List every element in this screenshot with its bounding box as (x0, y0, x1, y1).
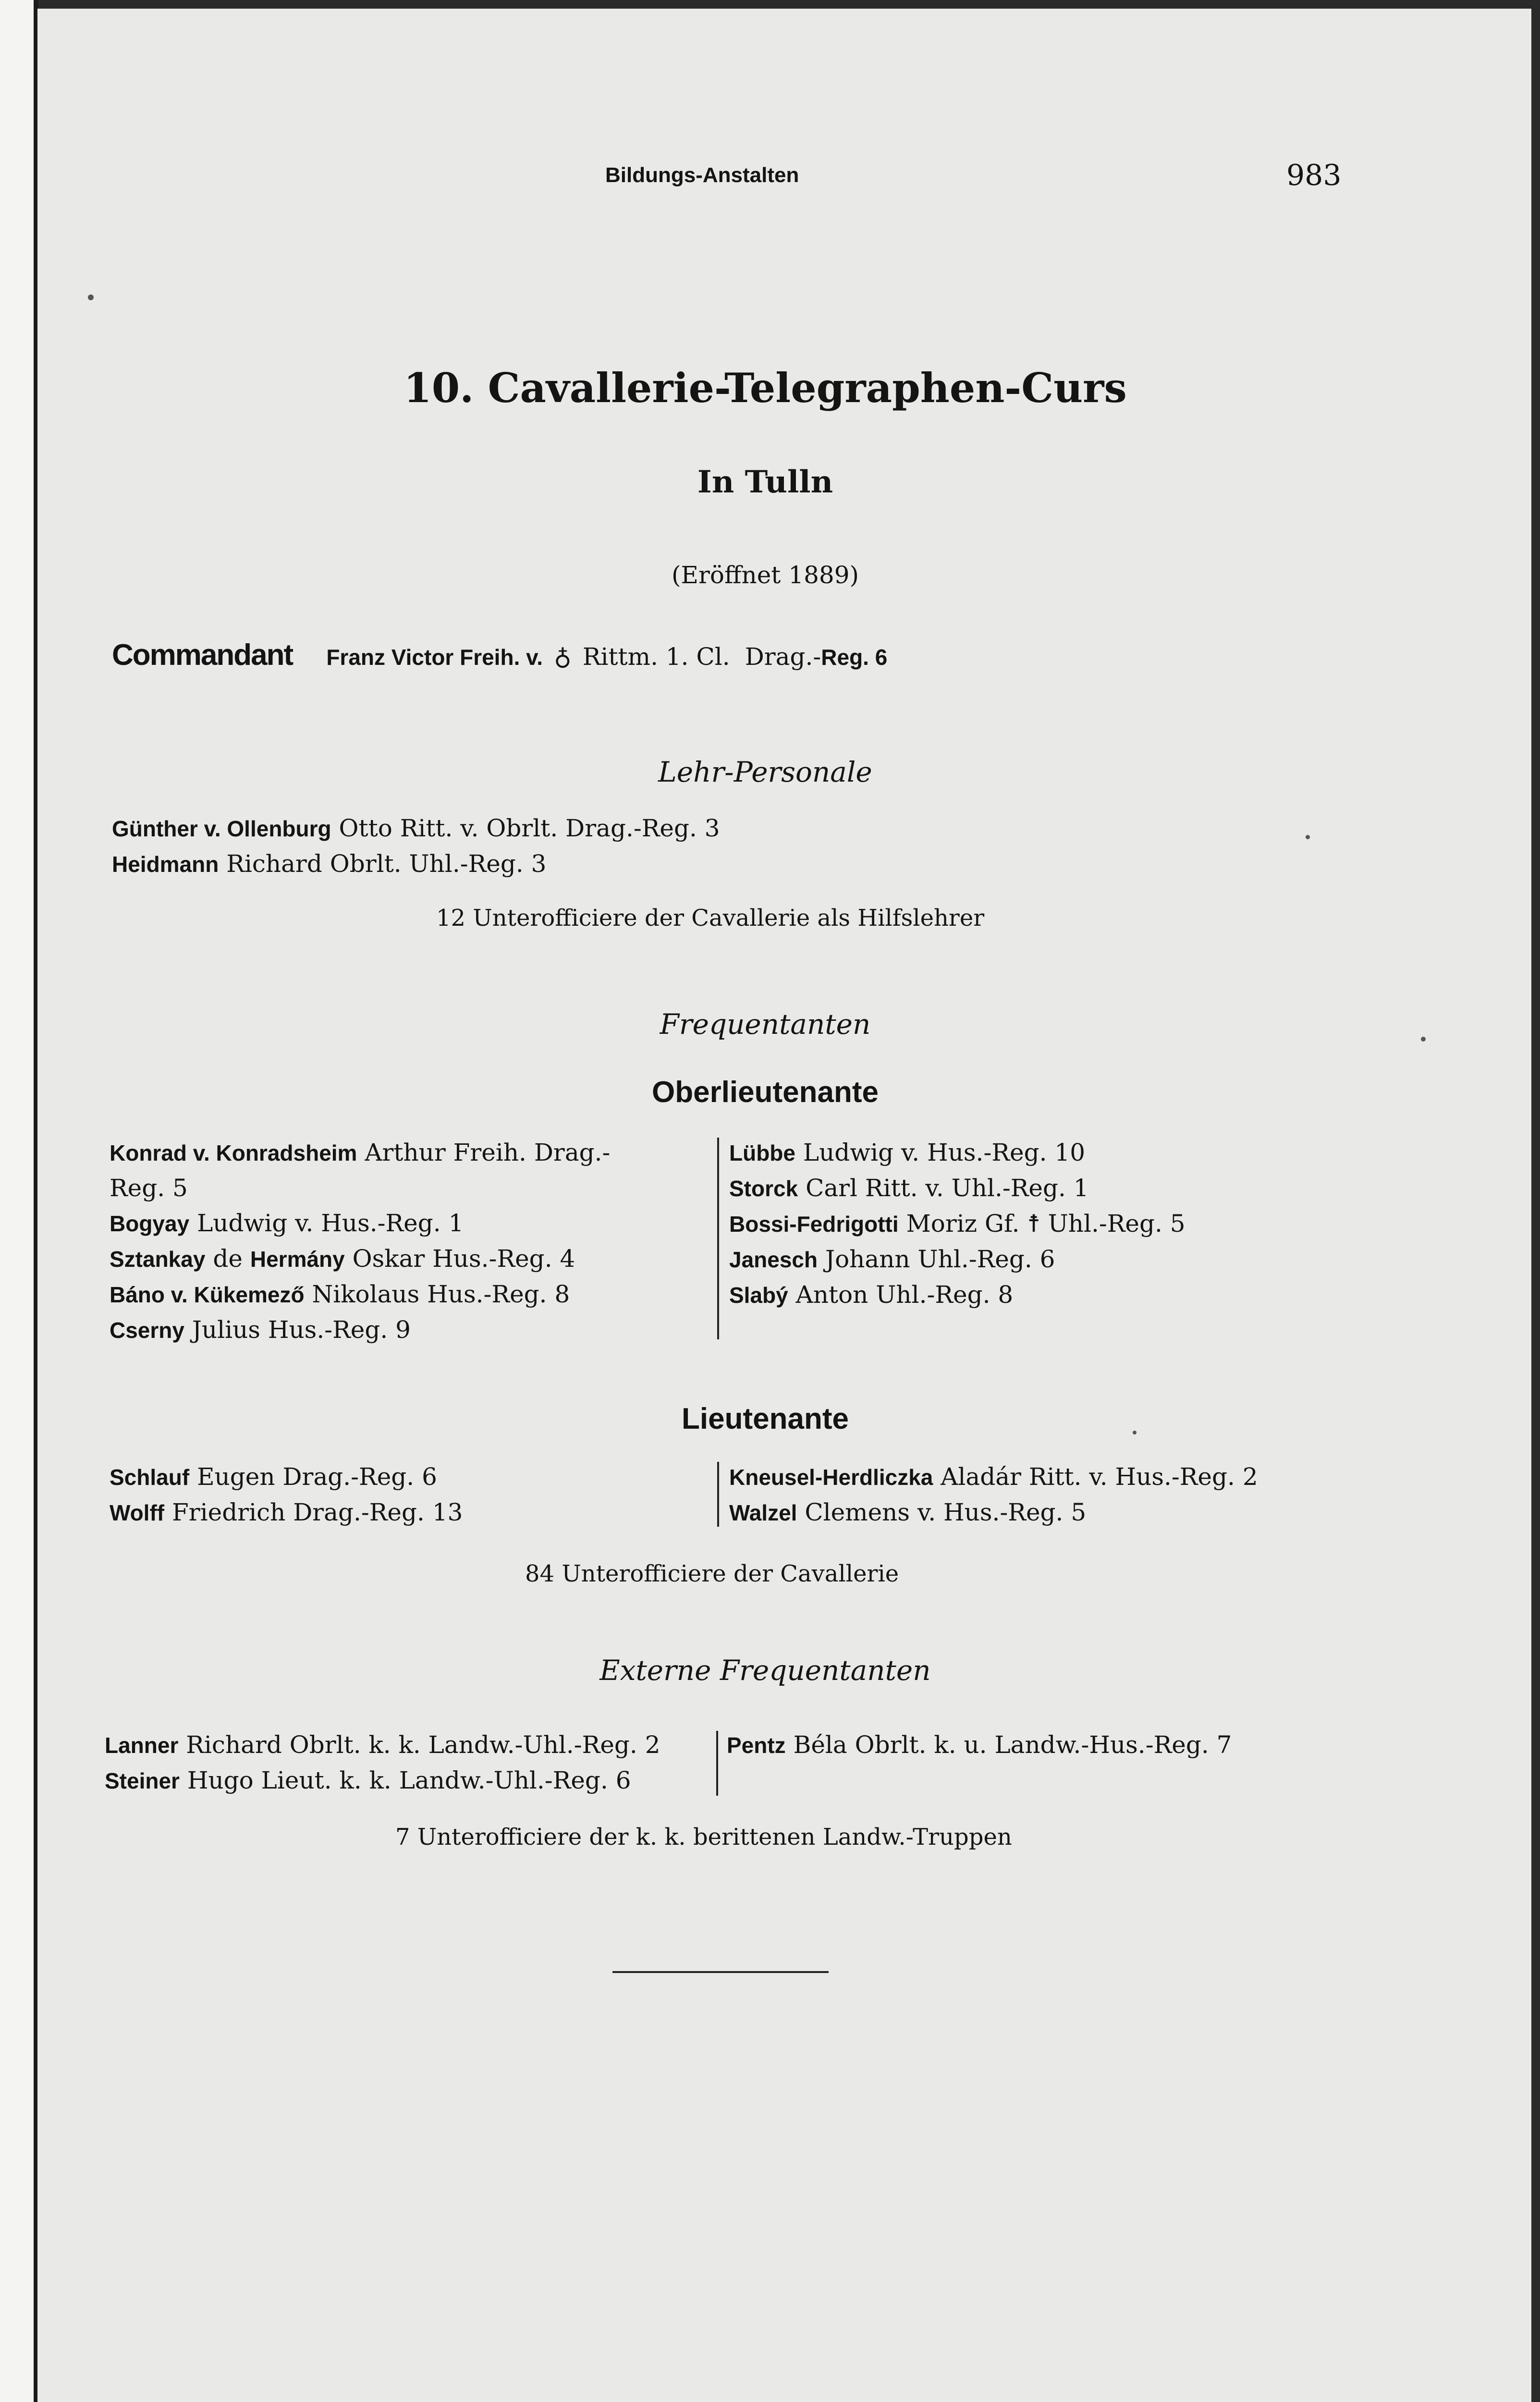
commandant-label: Commandant (112, 638, 293, 672)
scan-speck (1306, 835, 1310, 839)
decoration-icon: ♁ (554, 643, 572, 671)
column-divider (716, 1731, 718, 1796)
list-item: Günther v. Ollenburg Otto Ritt. v. Obrlt. Drag.-Reg. 3 (112, 814, 720, 842)
list-item: Storck Carl Ritt. v. Uhl.-Reg. 1 (729, 1174, 1089, 1202)
externe-left-column (105, 1728, 660, 1799)
landwehr-note: 7 Unterofficiere der k. k. berittenen Landw.-Truppen (395, 1824, 1012, 1851)
list-item: Steiner Hugo Lieut. k. k. Landw.-Uhl.-Reg. 6 (105, 1766, 631, 1794)
list-item: Konrad v. Konradsheim Arthur Freih. Drag.- (110, 1139, 611, 1166)
list-item: Pentz Béla Obrlt. k. u. Landw.-Hus.-Reg. 7 (727, 1731, 1232, 1759)
list-item: Walzel Clemens v. Hus.-Reg. 5 (729, 1498, 1087, 1526)
section-end-rule (612, 1971, 829, 1973)
list-item: Lanner Richard Obrlt. k. k. Landw.-Uhl.-Reg. 2 (105, 1731, 660, 1759)
commandant-unit: Reg. 6 (821, 645, 888, 670)
list-item: Lübbe Ludwig v. Hus.-Reg. 10 (729, 1139, 1085, 1166)
lehr-personale-list (112, 811, 720, 882)
commandant-line (112, 638, 887, 672)
list-item: Reg. 5 (110, 1174, 188, 1202)
scan-speck (1421, 1037, 1426, 1042)
commandant-name: Franz Victor Freih. v. (326, 645, 543, 670)
frequentanten-heading: Frequentanten (660, 1008, 871, 1041)
lieutenante-left-column (110, 1459, 463, 1531)
externe-heading: Externe Frequentanten (599, 1654, 931, 1687)
cross-icon: ☨ (1027, 1210, 1040, 1238)
list-item: Bogyay Ludwig v. Hus.-Reg. 1 (110, 1209, 464, 1237)
list-item: Báno v. Kükemező Nikolaus Hus.-Reg. 8 (110, 1280, 570, 1308)
document-page (37, 9, 1531, 2402)
list-item: Bossi-Fedrigotti Moriz Gf. ☨ Uhl.-Reg. 5 (729, 1210, 1186, 1238)
list-item: Sztankay de Hermány Oskar Hus.-Reg. 4 (110, 1245, 575, 1273)
oberlieutenante-left-column (110, 1135, 610, 1348)
list-item: Kneusel-Herdliczka Aladár Ritt. v. Hus.-Reg. 2 (729, 1463, 1258, 1491)
list-item: Cserny Julius Hus.-Reg. 9 (110, 1316, 411, 1344)
course-place: In Tulln (697, 464, 833, 500)
commandant-unit-prefix: Drag.- (745, 643, 821, 671)
scan-speck (1133, 1431, 1137, 1434)
column-divider (717, 1462, 719, 1527)
page-edge (0, 0, 37, 2402)
unterofficiere-note: 84 Unterofficiere der Cavallerie (525, 1560, 899, 1587)
hilfslehrer-note: 12 Unterofficiere der Cavallerie als Hilfslehrer (436, 905, 985, 931)
oberlieutenante-right-column (729, 1135, 1186, 1313)
list-item: Schlauf Eugen Drag.-Reg. 6 (110, 1463, 437, 1491)
course-title: 10. Cavallerie-Telegraphen-Curs (403, 364, 1127, 412)
opened-note: (Eröffnet 1889) (671, 561, 859, 589)
oberlieutenante-heading: Oberlieutenante (652, 1076, 879, 1109)
scan-speck (88, 294, 94, 300)
column-divider (717, 1138, 719, 1339)
commandant-rank: Rittm. 1. Cl. (582, 643, 730, 671)
list-item: Janesch Johann Uhl.-Reg. 6 (729, 1245, 1055, 1273)
list-item: Slabý Anton Uhl.-Reg. 8 (729, 1281, 1014, 1309)
running-title: Bildungs-Anstalten (605, 163, 799, 187)
externe-right-column (727, 1728, 1232, 1763)
list-item: Wolff Friedrich Drag.-Reg. 13 (110, 1498, 463, 1526)
list-item: Heidmann Richard Obrlt. Uhl.-Reg. 3 (112, 850, 547, 878)
lehr-personale-heading: Lehr-Personale (658, 756, 872, 788)
lieutenante-right-column (729, 1459, 1258, 1531)
page-number: 983 (1286, 159, 1342, 192)
lieutenante-heading: Lieutenante (682, 1402, 849, 1435)
